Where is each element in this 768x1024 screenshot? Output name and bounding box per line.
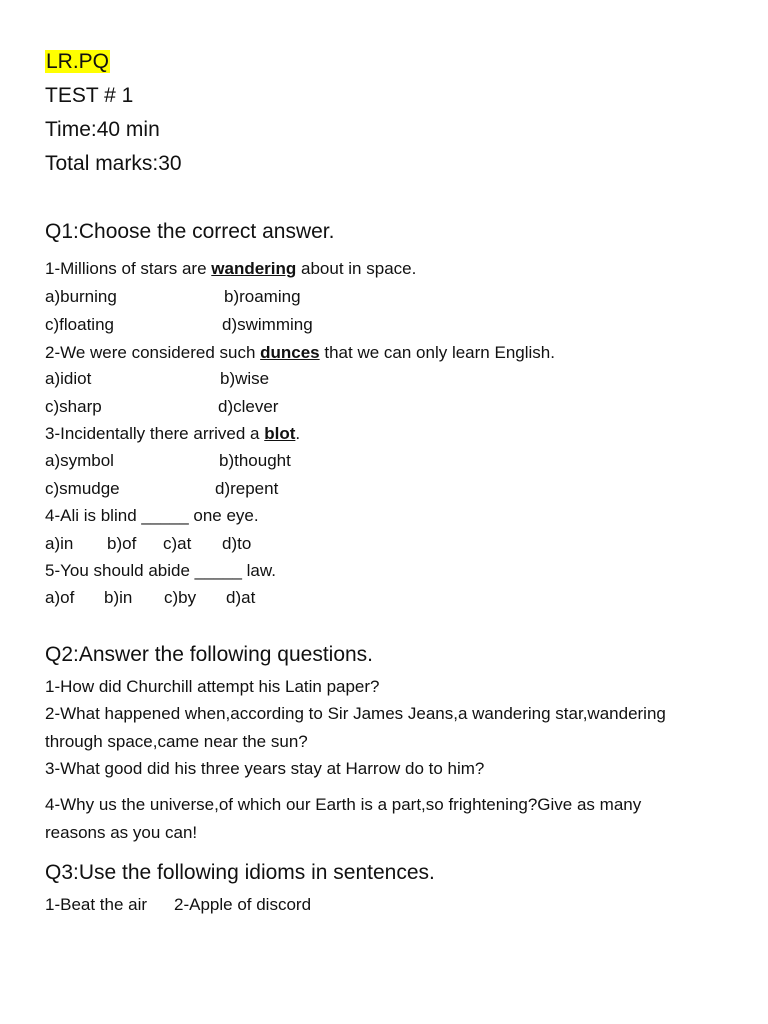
q2-line-5: 4-Why us the universe,of which our Earth is a part,so frightening?Give as many <box>45 795 642 814</box>
test-number: TEST # 1 <box>45 84 134 107</box>
test-time: Time:40 min <box>45 118 160 141</box>
q1-item-5-option-c: c)by <box>164 588 197 607</box>
test-code-highlight: LR.PQ <box>46 50 110 73</box>
q1-item-5-option-a: a)of <box>45 588 75 607</box>
q1-item-2-pre: 2-We were considered such <box>45 343 261 362</box>
q1-item-2-option-a: a)idiot <box>45 369 92 388</box>
q1-item-4: 4-Ali is blind _____ one eye. <box>45 506 259 525</box>
q1-item-4-option-b: b)of <box>107 534 137 553</box>
q1-item-3-post: . <box>295 424 301 443</box>
q2-title: Q2:Answer the following questions. <box>45 643 374 666</box>
q1-item-3-option-a: a)symbol <box>45 451 114 470</box>
q1-item-1-keyword: wandering <box>211 259 297 278</box>
q1-item-2-option-b: b)wise <box>220 369 270 388</box>
q1-item-1 <box>45 259 416 279</box>
q1-item-1-option-d: d)swimming <box>222 315 313 334</box>
q1-item-1-option-b: b)roaming <box>224 287 301 306</box>
q1-item-2 <box>45 343 555 363</box>
q1-item-3-option-b: b)thought <box>219 451 291 470</box>
q1-item-3-option-c: c)smudge <box>45 479 120 498</box>
q1-item-2-option-c: c)sharp <box>45 397 102 416</box>
q1-item-4-option-d: d)to <box>222 534 252 553</box>
q2-line-1: 1-How did Churchill attempt his Latin paper? <box>45 677 380 696</box>
q1-item-1-post: about in space. <box>296 259 417 278</box>
q1-item-3-pre: 3-Incidentally there arrived a <box>45 424 265 443</box>
q1-item-3-option-d: d)repent <box>215 479 279 498</box>
q2-line-6: reasons as you can! <box>45 823 198 842</box>
q1-item-3-keyword: blot <box>264 424 296 443</box>
q2-line-2: 2-What happened when,according to Sir James Jeans,a wandering star,wandering <box>45 704 666 723</box>
q1-item-5-option-b: b)in <box>104 588 133 607</box>
q1-item-4-option-c: c)at <box>163 534 192 553</box>
q1-item-1-option-a: a)burning <box>45 287 117 306</box>
total-marks: Total marks:30 <box>45 152 182 175</box>
q1-item-4-option-a: a)in <box>45 534 74 553</box>
q1-item-5: 5-You should abide _____ law. <box>45 561 276 580</box>
q1-item-5-option-d: d)at <box>226 588 256 607</box>
q3-idiom-1: 1-Beat the air <box>45 895 148 914</box>
test-code <box>45 50 110 74</box>
q1-item-2-keyword: dunces <box>260 343 320 362</box>
q3-idiom-2: 2-Apple of discord <box>174 895 312 914</box>
q1-item-1-pre: 1-Millions of stars are <box>45 259 212 278</box>
q1-title: Q1:Choose the correct answer. <box>45 220 335 243</box>
q1-item-2-option-d: d)clever <box>218 397 279 416</box>
q3-title: Q3:Use the following idioms in sentences. <box>45 861 435 884</box>
q2-line-4: 3-What good did his three years stay at Harrow do to him? <box>45 759 485 778</box>
q2-line-3: through space,came near the sun? <box>45 732 308 751</box>
q1-item-3 <box>45 424 300 444</box>
q1-item-1-option-c: c)floating <box>45 315 114 334</box>
q1-item-2-post: that we can only learn English. <box>319 343 555 362</box>
